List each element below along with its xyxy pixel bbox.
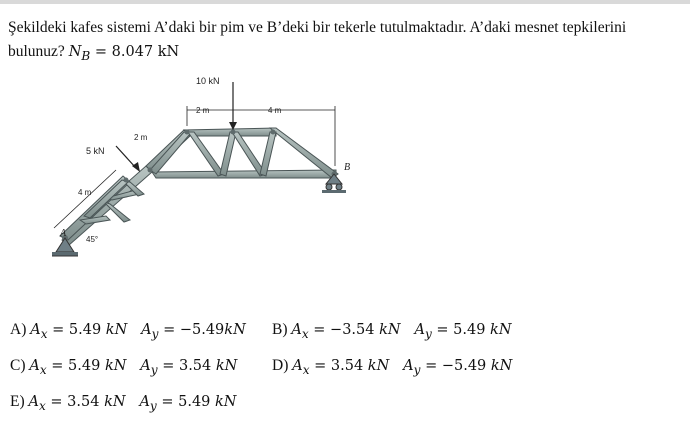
web-2 <box>188 132 224 176</box>
option-d[interactable]: D) $A_x = 3.54$ kN $A_y = -5.49$ kN <box>272 357 513 377</box>
option-e-label: E) <box>10 393 25 410</box>
web-5 <box>260 132 276 176</box>
load-side-label: 5 kN <box>86 146 105 156</box>
question-line-1: Şekildeki kafes sistemi A’daki bir pim ve B’deki bir tekerle tutulmaktadır. A’daki mesnet tepkilerini <box>8 19 627 36</box>
dim-right-label: 4 m <box>268 106 282 115</box>
option-c[interactable]: C) $A_x = 5.49$ kN $A_y = 3.54$ kN <box>10 357 238 377</box>
bottom-chord <box>152 170 336 178</box>
label-b: B <box>344 162 351 173</box>
load-10kn <box>229 82 237 130</box>
web-3 <box>220 132 236 176</box>
given-normal-force: $N_B = 8.047$ kN <box>68 44 180 63</box>
option-b[interactable]: B) $A_x = -3.54$ kN $A_y = 5.49$ kN <box>272 321 512 341</box>
label-a: A <box>60 228 67 239</box>
web-1 <box>150 132 190 174</box>
option-b-label: B) <box>272 321 288 338</box>
top-border <box>0 0 690 4</box>
load-5kn <box>116 146 140 172</box>
option-d-label: D) <box>272 357 289 374</box>
question-text <box>8 16 684 68</box>
option-e[interactable]: E) $A_x = 3.54$ kN $A_y = 5.49$ kN <box>10 393 237 413</box>
option-c-label: C) <box>10 357 26 374</box>
truss-figure <box>40 70 360 270</box>
dim-slope-top-label: 2 m <box>134 133 148 142</box>
question-prompt: bulunuz? <box>8 43 65 60</box>
dim-slope-side-label: 4 m <box>78 188 92 197</box>
load-top-label: 10 kN <box>196 76 220 86</box>
dim-left-label: 2 m <box>196 106 210 115</box>
option-a[interactable]: A) $A_x = 5.49$ kN $A_y = -5.49kN$ <box>10 321 246 341</box>
option-a-label: A) <box>10 321 27 338</box>
angle-label: 45° <box>86 235 99 244</box>
question-line-2 <box>8 40 684 68</box>
